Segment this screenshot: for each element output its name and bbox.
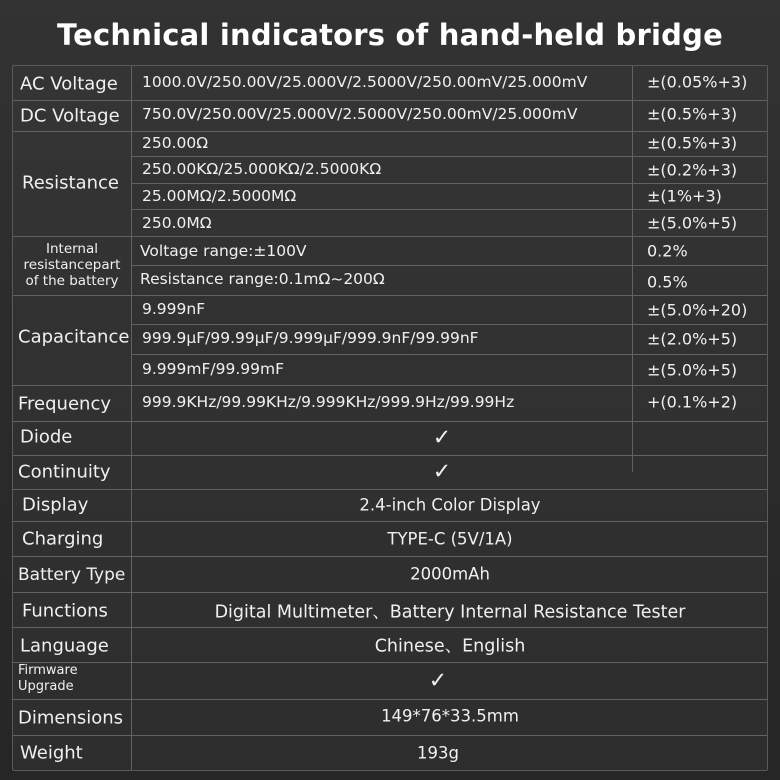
row-divider — [13, 699, 767, 700]
value-voltage-range: Voltage range:±100V — [140, 242, 307, 260]
row-divider — [131, 265, 767, 266]
row-divider — [131, 156, 767, 157]
check-icon: ✓ — [428, 668, 448, 694]
row-divider — [13, 295, 767, 296]
value-weight: 193g — [417, 743, 459, 763]
label-weight: Weight — [20, 742, 83, 764]
value-frequency: 999.9KHz/99.99KHz/9.999KHz/999.9Hz/99.99Hz — [142, 393, 515, 411]
value-resistance: 250.00KΩ/25.000KΩ/2.5000KΩ — [142, 160, 382, 178]
value-language: Chinese、English — [374, 636, 526, 657]
label-firmware-upgrade — [18, 663, 78, 695]
label-battery-type: Battery Type — [18, 565, 126, 585]
row-divider — [13, 735, 767, 736]
row-divider — [13, 100, 767, 101]
label-dimensions: Dimensions — [18, 707, 124, 729]
row-divider — [13, 662, 767, 663]
row-divider — [13, 556, 767, 557]
label-line: Upgrade — [18, 679, 74, 694]
label-ac-voltage: AC Voltage — [20, 73, 118, 95]
value-resistance: 25.00MΩ/2.5000MΩ — [142, 187, 297, 205]
row-divider — [13, 131, 767, 132]
label-display: Display — [22, 494, 89, 516]
page-title: Technical indicators of hand-held bridge — [57, 18, 723, 52]
label-line: of the battery — [25, 273, 119, 289]
value-resistance: 250.00Ω — [142, 134, 209, 152]
label-line: Internal — [45, 241, 99, 257]
accuracy-resistance: ±(5.0%+5) — [647, 213, 738, 233]
value-resistance: 250.0MΩ — [142, 214, 212, 232]
accuracy-dc-voltage: ±(0.5%+3) — [647, 104, 738, 124]
label-language: Language — [20, 635, 109, 657]
label-diode: Diode — [20, 426, 73, 448]
value-resistance-range: Resistance range:0.1mΩ~200Ω — [140, 270, 385, 288]
accuracy-capacitance: ±(5.0%+5) — [647, 360, 738, 380]
value-capacitance: 999.9μF/99.99μF/9.999μF/999.9nF/99.99nF — [142, 329, 479, 347]
label-line: Firmware — [18, 663, 78, 678]
label-line: resistancepart — [23, 257, 121, 273]
accuracy-resistance: ±(0.5%+3) — [647, 133, 738, 153]
row-divider — [13, 421, 767, 422]
accuracy-resistance: ±(1%+3) — [647, 186, 722, 206]
value-battery-type: 2000mAh — [410, 564, 490, 584]
accuracy-capacitance: ±(5.0%+20) — [647, 300, 748, 320]
column-divider — [131, 66, 132, 770]
value-functions: Digital Multimeter、Battery Internal Resistance Tester — [214, 602, 686, 623]
label-frequency: Frequency — [18, 393, 111, 415]
row-divider — [13, 455, 767, 456]
label-capacitance: Capacitance — [18, 326, 130, 348]
accuracy-resistance: ±(0.2%+3) — [647, 160, 738, 180]
accuracy-ac-voltage: ±(0.05%+3) — [647, 72, 748, 92]
value-capacitance: 9.999nF — [142, 300, 206, 318]
label-dc-voltage: DC Voltage — [20, 105, 120, 127]
label-resistance: Resistance — [22, 172, 119, 194]
value-charging: TYPE-C (5V/1A) — [387, 529, 513, 549]
row-divider — [13, 489, 767, 490]
row-divider — [13, 592, 767, 593]
row-divider — [131, 324, 767, 325]
accuracy-resistance-range: 0.5% — [647, 272, 688, 292]
check-icon: ✓ — [432, 425, 452, 451]
row-divider — [131, 354, 767, 355]
row-divider — [13, 236, 767, 237]
row-divider — [13, 521, 767, 522]
label-continuity: Continuity — [18, 461, 111, 483]
accuracy-frequency: +(0.1%+2) — [647, 392, 738, 412]
check-icon: ✓ — [432, 459, 452, 485]
label-functions: Functions — [22, 600, 108, 622]
label-internal-resistance — [14, 241, 130, 289]
row-divider — [13, 627, 767, 628]
value-capacitance: 9.999mF/99.99mF — [142, 360, 284, 378]
accuracy-voltage-range: 0.2% — [647, 241, 688, 261]
row-divider — [131, 183, 767, 184]
label-charging: Charging — [22, 528, 104, 550]
value-dc-voltage: 750.0V/250.00V/25.000V/2.5000V/250.00mV/25.000mV — [142, 105, 578, 123]
row-divider — [131, 209, 767, 210]
value-dimensions: 149*76*33.5mm — [381, 706, 519, 726]
row-divider — [13, 385, 767, 386]
column-divider — [632, 66, 633, 472]
value-display: 2.4-inch Color Display — [359, 495, 541, 515]
accuracy-capacitance: ±(2.0%+5) — [647, 329, 738, 349]
value-ac-voltage: 1000.0V/250.00V/25.000V/2.5000V/250.00mV/25.000mV — [142, 73, 588, 91]
